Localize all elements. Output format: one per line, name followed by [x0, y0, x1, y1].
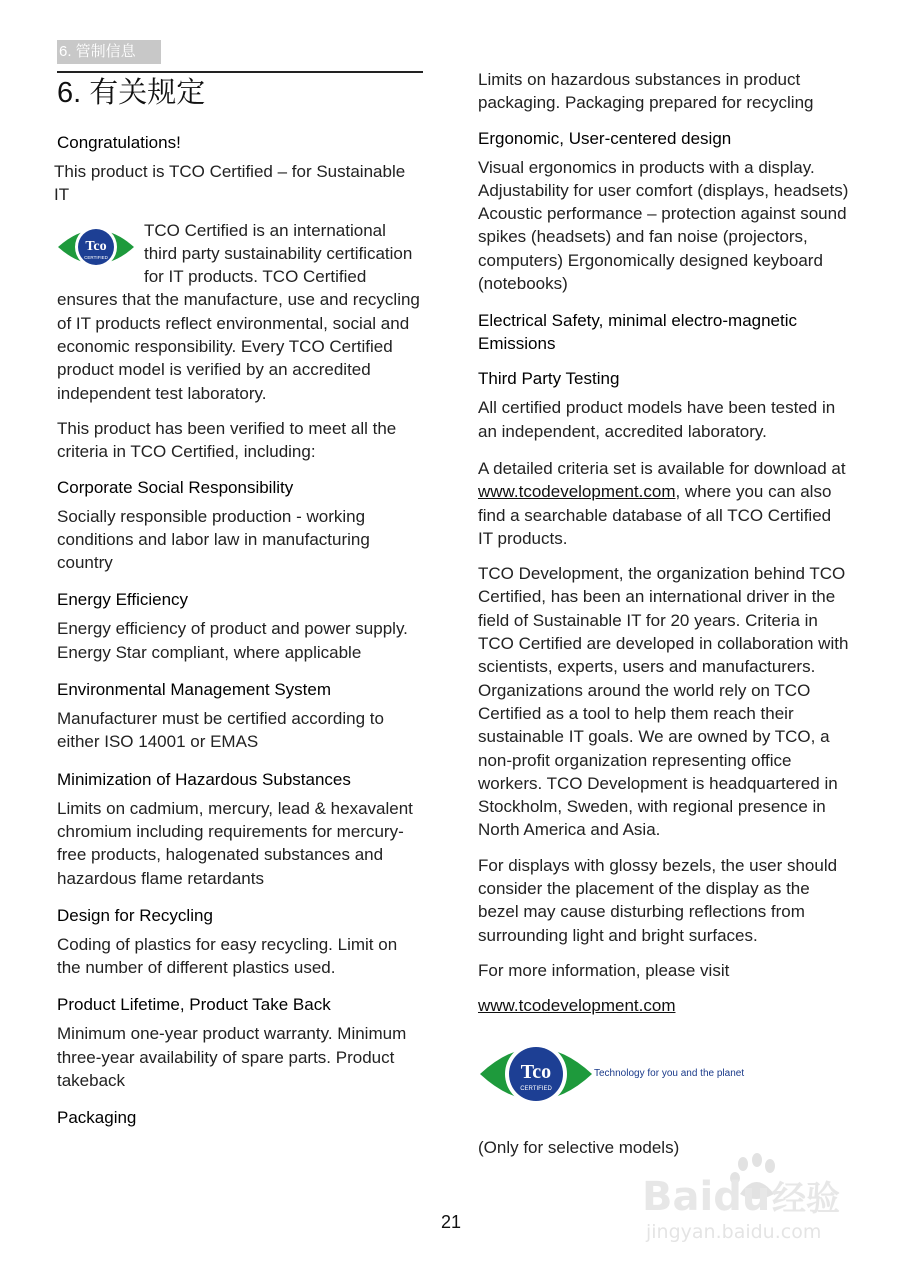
- electrical-heading: Electrical Safety, minimal electro-magnetic Emissions: [478, 311, 798, 354]
- third-party-heading: Third Party Testing: [478, 369, 620, 389]
- tco-description: TCO Certified is an international third party sustainability certification for IT products. TCO Certified ensures that the manufacture, use and recycling of IT products reflect environmental, social and economic responsibility. Every TCO Certified product model is verified by an accredited independent test laboratory.: [57, 220, 420, 403]
- tcodevelopment-link-2[interactable]: www.tcodevelopment.com: [478, 996, 676, 1016]
- logo-badge-large: CERTIFIED: [520, 1085, 552, 1092]
- section-heading: Product Lifetime, Product Take Back: [57, 995, 331, 1015]
- section-body: Limits on cadmium, mercury, lead & hexavalent chromium including requirements for mercury-free products, halogenated substances and hazardous flame retardants: [57, 798, 413, 888]
- section-hazardous: [57, 768, 423, 890]
- criteria-text: [478, 457, 850, 550]
- watermark-url: jingyan.baidu.com: [646, 1221, 822, 1243]
- section-body: Energy efficiency of product and power supply. Energy Star compliant, where applicable: [57, 619, 408, 662]
- section-tab-label: 6. 管制信息: [57, 40, 161, 64]
- watermark-brand: Baidu: [642, 1174, 771, 1220]
- congrats-heading: Congratulations!: [57, 133, 181, 152]
- verified-text: This product has been verified to meet all the criteria in TCO Certified, including:: [57, 418, 397, 462]
- ergonomic-body: Visual ergonomics in products with a display. Adjustability for user comfort (displays, headsets) Acoustic performance – protection against sound spikes (headsets) and fan noise (projectors, computers) Ergonomically designed keyboard (notebooks): [478, 157, 849, 294]
- section-heading: Environmental Management System: [57, 680, 332, 700]
- logo-letters-large: Tco: [520, 1060, 552, 1083]
- tco-development-text: TCO Development, the organization behind TCO Certified, has been an international driver in the field of Sustainable IT for 20 years. Criteria in TCO Certified are developed in collaboration with scientists, experts, users and manufacturers. Organizations around the world rely on TCO Certified as a tool to help them reach their sustainable IT goals. We are owned by TCO, a non-profit organization representing office workers. TCO Development is headquartered in Stockholm, Sweden, with regional presence in North America and Asia.: [478, 564, 849, 840]
- section-body: Minimum one-year product warranty. Minimum three-year availability of spare parts. Product takeback: [57, 1024, 407, 1091]
- intro-text: This product is TCO Certified – for Sustainable IT: [54, 162, 406, 205]
- third-party-body: All certified product models have been tested in an independent, accredited laboratory.: [478, 398, 836, 441]
- section-third-party: [478, 367, 850, 443]
- more-info-text: For more information, please visit: [478, 960, 730, 980]
- section-body: Socially responsible production - working conditions and labor law in manufacturing country: [57, 506, 370, 573]
- title-rule: [57, 71, 423, 73]
- watermark-cn: 经验: [772, 1179, 840, 1219]
- section-ems: [57, 678, 423, 754]
- section-heading: Energy Efficiency: [57, 590, 189, 610]
- selective-models-text: (Only for selective models): [478, 1137, 680, 1157]
- tcodevelopment-link[interactable]: www.tcodevelopment.com: [478, 482, 676, 502]
- section-heading: Corporate Social Responsibility: [57, 477, 294, 497]
- section-heading: Minimization of Hazardous Substances: [57, 769, 351, 789]
- criteria-after: , where you can also find a searchable database of all TCO Certified IT products.: [478, 482, 832, 548]
- tco-certified-logo: [56, 219, 136, 275]
- ergonomic-heading: Ergonomic, User-centered design: [478, 128, 732, 148]
- section-energy: [57, 588, 423, 664]
- tco-logo-block: [478, 1030, 850, 1118]
- section-csr: [57, 476, 423, 575]
- logo-tagline: Technology for you and the planet: [594, 1067, 745, 1079]
- baidu-watermark: [640, 1150, 870, 1250]
- tco-certified-large-logo: [478, 1030, 594, 1118]
- glossy-text: For displays with glossy bezels, the user should consider the placement of the display as the bezel may cause disturbing reflections from surrounding light and bright surfaces.: [478, 855, 838, 945]
- section-recycling: [57, 904, 423, 980]
- logo-letters: Tco: [85, 238, 107, 254]
- section-ergonomic: [478, 127, 850, 296]
- section-body: Manufacturer must be certified according to either ISO 14001 or EMAS: [57, 709, 384, 752]
- section-heading: Design for Recycling: [57, 905, 213, 925]
- tco-intro-block: [57, 219, 423, 405]
- criteria-before: A detailed criteria set is available for download at: [478, 458, 846, 478]
- section-body: Coding of plastics for easy recycling. Limit on the number of different plastics used.: [57, 934, 398, 978]
- page-title: 6. 有关规定: [57, 77, 206, 109]
- packaging-body: Limits on hazardous substances in product packaging. Packaging prepared for recycling: [478, 70, 814, 113]
- section-lifetime: [57, 993, 423, 1092]
- logo-badge: CERTIFIED: [84, 254, 108, 260]
- more-info-link-line: [478, 994, 850, 1017]
- right-column: [478, 68, 850, 1171]
- left-column: [54, 131, 423, 1135]
- packaging-heading: Packaging: [57, 1108, 137, 1128]
- page-number: 21: [440, 1212, 462, 1232]
